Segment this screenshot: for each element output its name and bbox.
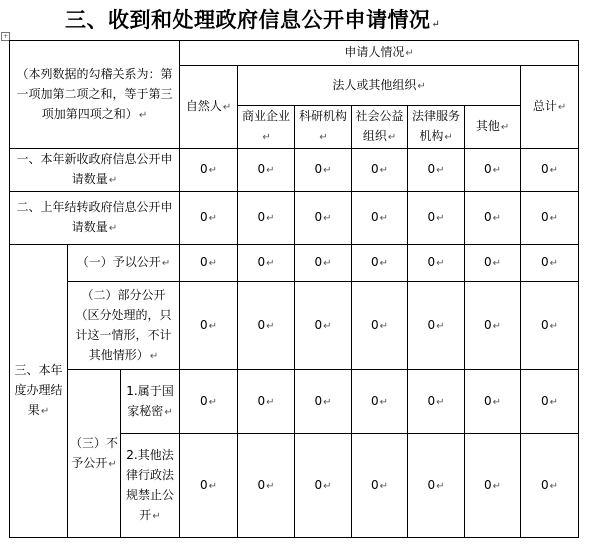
value-cell: 0↵	[521, 149, 579, 192]
value-cell: 0↵	[352, 282, 408, 370]
value-cell: 0↵	[352, 434, 408, 538]
value-cell: 0↵	[465, 370, 521, 434]
value-cell: 0↵	[295, 370, 352, 434]
value-cell: 0↵	[352, 370, 408, 434]
table-row	[10, 192, 579, 245]
value-cell: 0↵	[465, 192, 521, 245]
research-institution-header: 科研机构↵	[295, 106, 352, 149]
natural-person-header: 自然人↵	[180, 66, 238, 149]
value-cell: 0↵	[521, 434, 579, 538]
value-cell: 0↵	[465, 282, 521, 370]
value-cell: 0↵	[238, 282, 295, 370]
statistics-table	[9, 40, 579, 538]
value-cell: 0↵	[238, 245, 295, 282]
value-cell: 0↵	[238, 370, 295, 434]
table-move-handle-icon[interactable]: +	[2, 33, 9, 40]
value-cell: 0↵	[408, 245, 465, 282]
table-row	[10, 370, 579, 434]
value-cell: 0↵	[521, 370, 579, 434]
value-cell: 0↵	[521, 245, 579, 282]
value-cell: 0↵	[295, 282, 352, 370]
value-cell: 0↵	[180, 192, 238, 245]
value-cell: 0↵	[238, 149, 295, 192]
value-cell: 0↵	[465, 434, 521, 538]
value-cell: 0↵	[408, 149, 465, 192]
value-cell: 0↵	[180, 149, 238, 192]
applicant-situation-header: 申请人情况↵	[180, 41, 579, 66]
row-group-annual-results: 三、本年度办理结果↵	[10, 245, 68, 538]
row-group-not-disclosed: （三）不予公开↵	[68, 370, 121, 538]
value-cell: 0↵	[465, 149, 521, 192]
value-cell: 0↵	[238, 192, 295, 245]
table-row	[10, 245, 579, 282]
value-cell: 0↵	[180, 245, 238, 282]
value-cell: 0↵	[180, 370, 238, 434]
legal-entities-header: 法人或其他组织↵	[238, 66, 521, 106]
public-welfare-org-header: 社会公益组织↵	[352, 106, 408, 149]
value-cell: 0↵	[408, 370, 465, 434]
commercial-enterprise-header: 商业企业↵	[238, 106, 295, 149]
other-org-header: 其他↵	[465, 106, 521, 149]
row-label-partially-disclosed: （二）部分公开（区分处理的，只计这一情形，不计其他情形）↵	[68, 282, 180, 370]
value-cell: 0↵	[295, 434, 352, 538]
table-row	[10, 282, 579, 370]
value-cell: 0↵	[521, 192, 579, 245]
value-cell: 0↵	[295, 149, 352, 192]
table-row	[10, 149, 579, 192]
value-cell: 0↵	[180, 434, 238, 538]
total-header: 总计↵	[521, 66, 579, 149]
page-title: 三、收到和处理政府信息公开申请情况↵	[65, 7, 441, 32]
legal-service-org-header: 法律服务机构↵	[408, 106, 465, 149]
value-cell: 0↵	[180, 282, 238, 370]
value-cell: 0↵	[408, 434, 465, 538]
corner-note-cell: （本列数据的勾稽关系为：第一项加第二项之和，等于第三项加第四项之和）↵	[10, 41, 180, 149]
row-label-other-laws-prohibit: 2.其他法律行政法规禁止公开↵	[121, 434, 180, 538]
row-label-state-secret: 1.属于国家秘密↵	[121, 370, 180, 434]
value-cell: 0↵	[352, 192, 408, 245]
value-cell: 0↵	[521, 282, 579, 370]
value-cell: 0↵	[408, 282, 465, 370]
value-cell: 0↵	[352, 245, 408, 282]
value-cell: 0↵	[465, 245, 521, 282]
row-label-carryover: 二、上年结转政府信息公开申请数量↵	[10, 192, 180, 245]
row-label-disclosed: （一）予以公开↵	[68, 245, 180, 282]
value-cell: 0↵	[295, 245, 352, 282]
value-cell: 0↵	[295, 192, 352, 245]
value-cell: 0↵	[352, 149, 408, 192]
row-label-new-requests: 一、本年新收政府信息公开申请数量↵	[10, 149, 180, 192]
value-cell: 0↵	[408, 192, 465, 245]
value-cell: 0↵	[238, 434, 295, 538]
